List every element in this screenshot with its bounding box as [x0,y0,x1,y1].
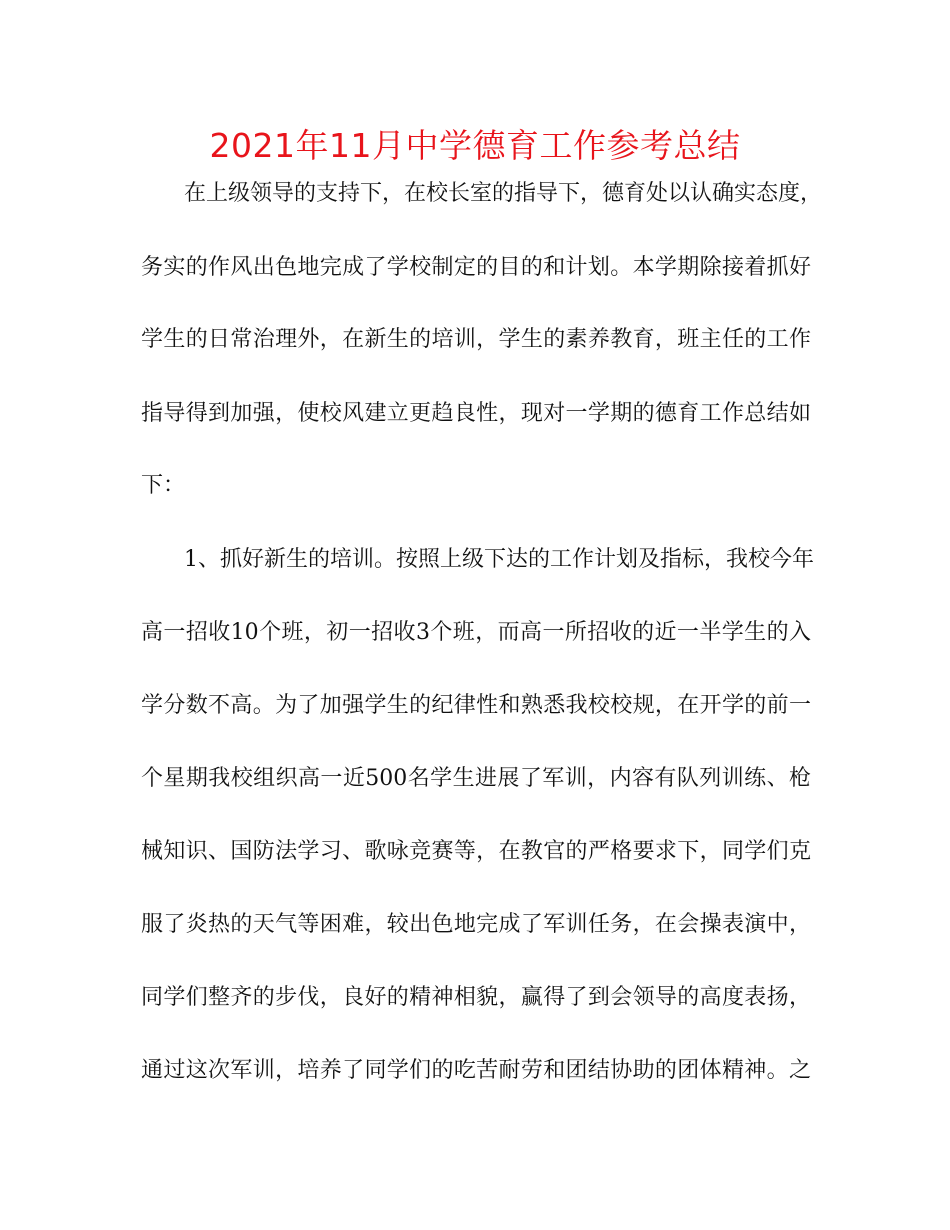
document-title: 2021年11月中学德育工作参考总结 [209,126,741,165]
paragraph-line: 个星期我校组织高一近500名学生进展了军训，内容有队列训练、枪 [141,766,811,791]
paragraph-line: 械知识、国防法学习、歌咏竞赛等，在教官的严格要求下，同学们克 [141,839,811,864]
paragraph-line: 务实的作风出色地完成了学校制定的目的和计划。本学期除接着抓好 [141,255,811,280]
paragraph-line: 学生的日常治理外，在新生的培训，学生的素养教育，班主任的工作 [141,327,811,352]
paragraph-line: 通过这次军训，培养了同学们的吃苦耐劳和团结协助的团体精神。之 [141,1058,811,1083]
paragraph-line: 服了炎热的天气等困难，较出色地完成了军训任务，在会操表演中， [141,912,811,937]
paragraph-line: 在上级领导的支持下，在校长室的指导下，德育处以认确实态度， [184,181,823,206]
paragraph-line: 下： [141,473,186,498]
paragraph-line: 1、抓好新生的培训。按照上级下达的工作计划及指标，我校今年 [184,547,814,572]
paragraph-line: 学分数不高。为了加强学生的纪律性和熟悉我校校规，在开学的前一 [141,693,811,718]
paragraph-line: 高一招收10个班，初一招收3个班，而高一所招收的近一半学生的入 [141,620,811,645]
paragraph-line: 指导得到加强，使校风建立更趋良性，现对一学期的德育工作总结如 [141,401,811,426]
paragraph-line: 同学们整齐的步伐，良好的精神相貌，赢得了到会领导的高度表扬， [141,985,811,1010]
